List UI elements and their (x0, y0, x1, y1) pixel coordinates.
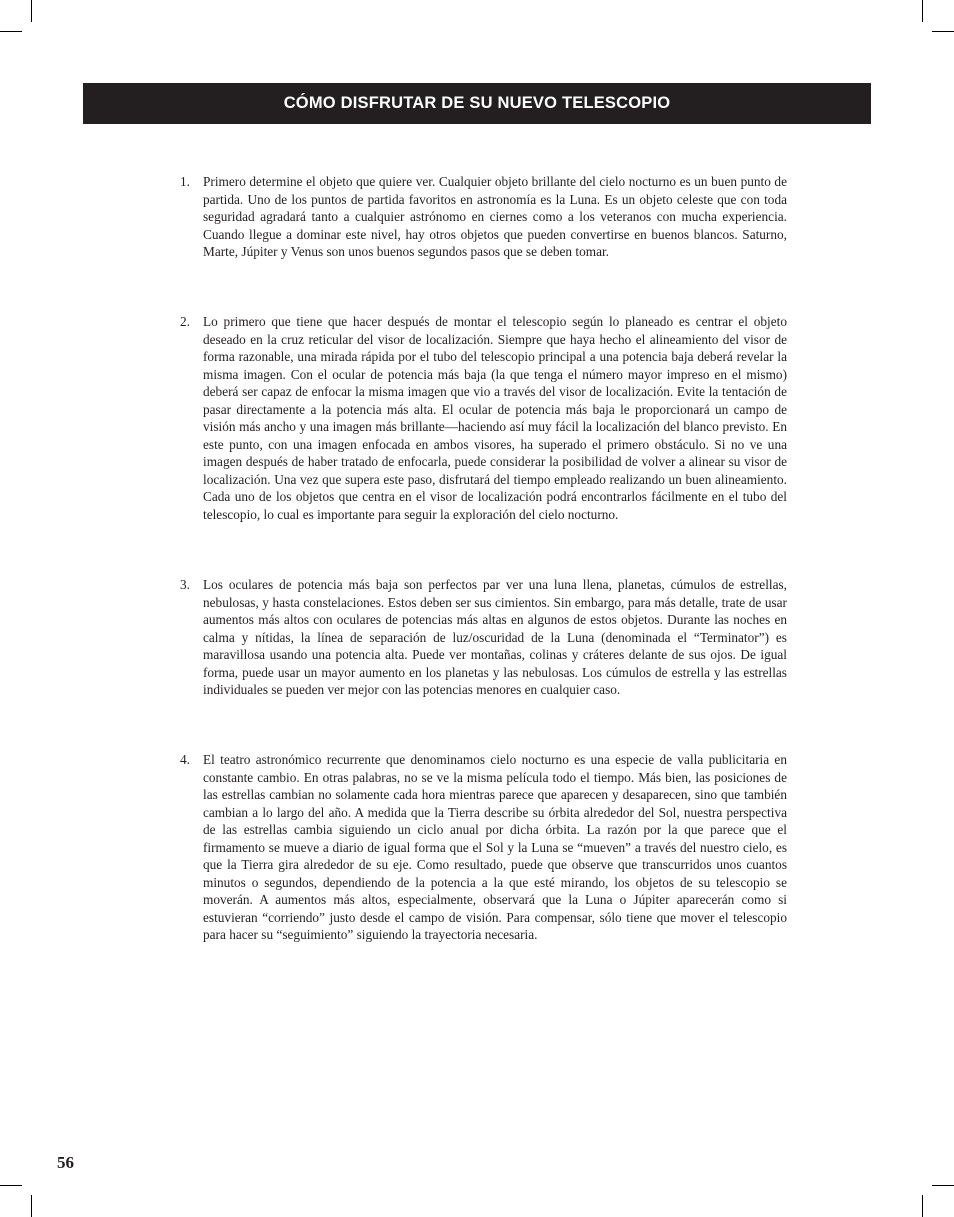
crop-mark (932, 31, 954, 32)
list-item (180, 751, 787, 944)
crop-mark (922, 1195, 923, 1217)
crop-mark (922, 0, 923, 22)
crop-mark (0, 31, 22, 32)
list-item-number: 2. (180, 314, 190, 329)
list-item (180, 313, 787, 523)
list-item-number: 3. (180, 577, 190, 592)
crop-mark (31, 0, 32, 22)
crop-mark (932, 1185, 954, 1186)
list-item-number: 4. (180, 752, 190, 767)
page-number: 56 (57, 1153, 74, 1172)
list-item (180, 576, 787, 699)
crop-mark (31, 1195, 32, 1217)
list-item-text: Lo primero que tiene que hacer después de montar el telescopio según lo planeado es centrar el objeto deseado en la cruz reticular del visor de localización. Siempre que haya hecho el alineamiento del visor de forma razonable, una mirada rápida por el tubo del telescopio principal a una potencia baja deberá revelar la misma imagen. Con el ocular de potencia más baja (la que tenga el número mayor impreso en el mismo) deberá ser capaz de enfocar la misma imagen que vio a través del visor de localización. Evite la tentación de pasar directamente a la potencia más alta. El ocular de potencia más baja le proporcionará un campo de visión más ancho y una imagen más brillante—haciendo así muy fácil la localización del blanco previsto. En este punto, con una imagen enfocada en ambos visores, ha superado el primero obstáculo. Si no ve una imagen después de haber tratado de enfocarla, puede considerar la posibilidad de volver a alinear su visor de localización. Una vez que supera este paso, disfrutará del tiempo empleado realizando un buen alineamiento. Cada uno de los objetos que centra en el visor de localización podrá encontrarlos fácilmente en el tubo del telescopio, lo cual es importante para seguir la exploración del cielo nocturno. (203, 314, 787, 522)
section-header-bar (83, 83, 871, 124)
list-item-text: Los oculares de potencia más baja son perfectos par ver una luna llena, planetas, cúmulos de estrellas, nebulosas, y hasta constelaciones. Estos deben ser sus cimientos. Sin embargo, para más detalle, trate de usar aumentos más altos con oculares de potencias más altas en algunos de estos objetos. Durante las noches en calma y nítidas, la línea de separación de luz/oscuridad de la Luna (denominada el “Terminator”) es maravillosa usando una potencia alta. Puede ver montañas, colinas y cráteres delante de sus ojos. De igual forma, puede usar un mayor aumento en los planetas y las nebulosas. Los cúmulos de estrella y las estrellas individuales se pueden ver mejor con las potencias menores en cualquier caso. (203, 577, 787, 697)
section-title: CÓMO DISFRUTAR DE SU NUEVO TELESCOPIO (283, 94, 671, 112)
list-item-text: Primero determine el objeto que quiere ver. Cualquier objeto brillante del cielo nocturno es un buen punto de partida. Uno de los puntos de partida favoritos en astronomía es la Luna. Es un objeto celeste que con toda seguridad agradará tanto a cualquier astrónomo en ciernes como a los veteranos con mucha experiencia. Cuando llegue a dominar este nivel, hay otros objetos que pueden convertirse en buenos blancos. Saturno, Marte, Júpiter y Venus son unos buenos segundos pasos que se deben tomar. (203, 174, 787, 259)
list-item-number: 1. (180, 174, 190, 189)
list-item (180, 173, 787, 261)
list-item-text: El teatro astronómico recurrente que denominamos cielo nocturno es una especie de valla publicitaria en constante cambio. En otras palabras, no se ve la misma película todo el tiempo. Más bien, las posiciones de las estrellas cambian no solamente cada hora mientras parece que aparecen y desaparecen, sino que también cambian a lo largo del año. A medida que la Tierra describe su órbita alrededor del Sol, nuestra perspectiva de las estrellas cambia siguiendo un ciclo anual por dicha órbita. La razón por la que parece que el firmamento se mueve a diario de igual forma que el Sol y la Luna se “mueven” a través del nuestro cielo, es que la Tierra gira alrededor de su eje. Como resultado, puede que observe que transcurridos unos cuantos minutos o segundos, dependiendo de la potencia a la que esté mirando, los objetos de su telescopio se moverán. A aumentos más altos, especialmente, observará que la Luna o Júpiter aparecerán como si estuvieran “corriendo” justo desde el campo de visión. Para compensar, sólo tiene que mover el telescopio para hacer su “seguimiento” siguiendo la trayectoria necesaria. (203, 752, 787, 942)
crop-mark (0, 1185, 22, 1186)
